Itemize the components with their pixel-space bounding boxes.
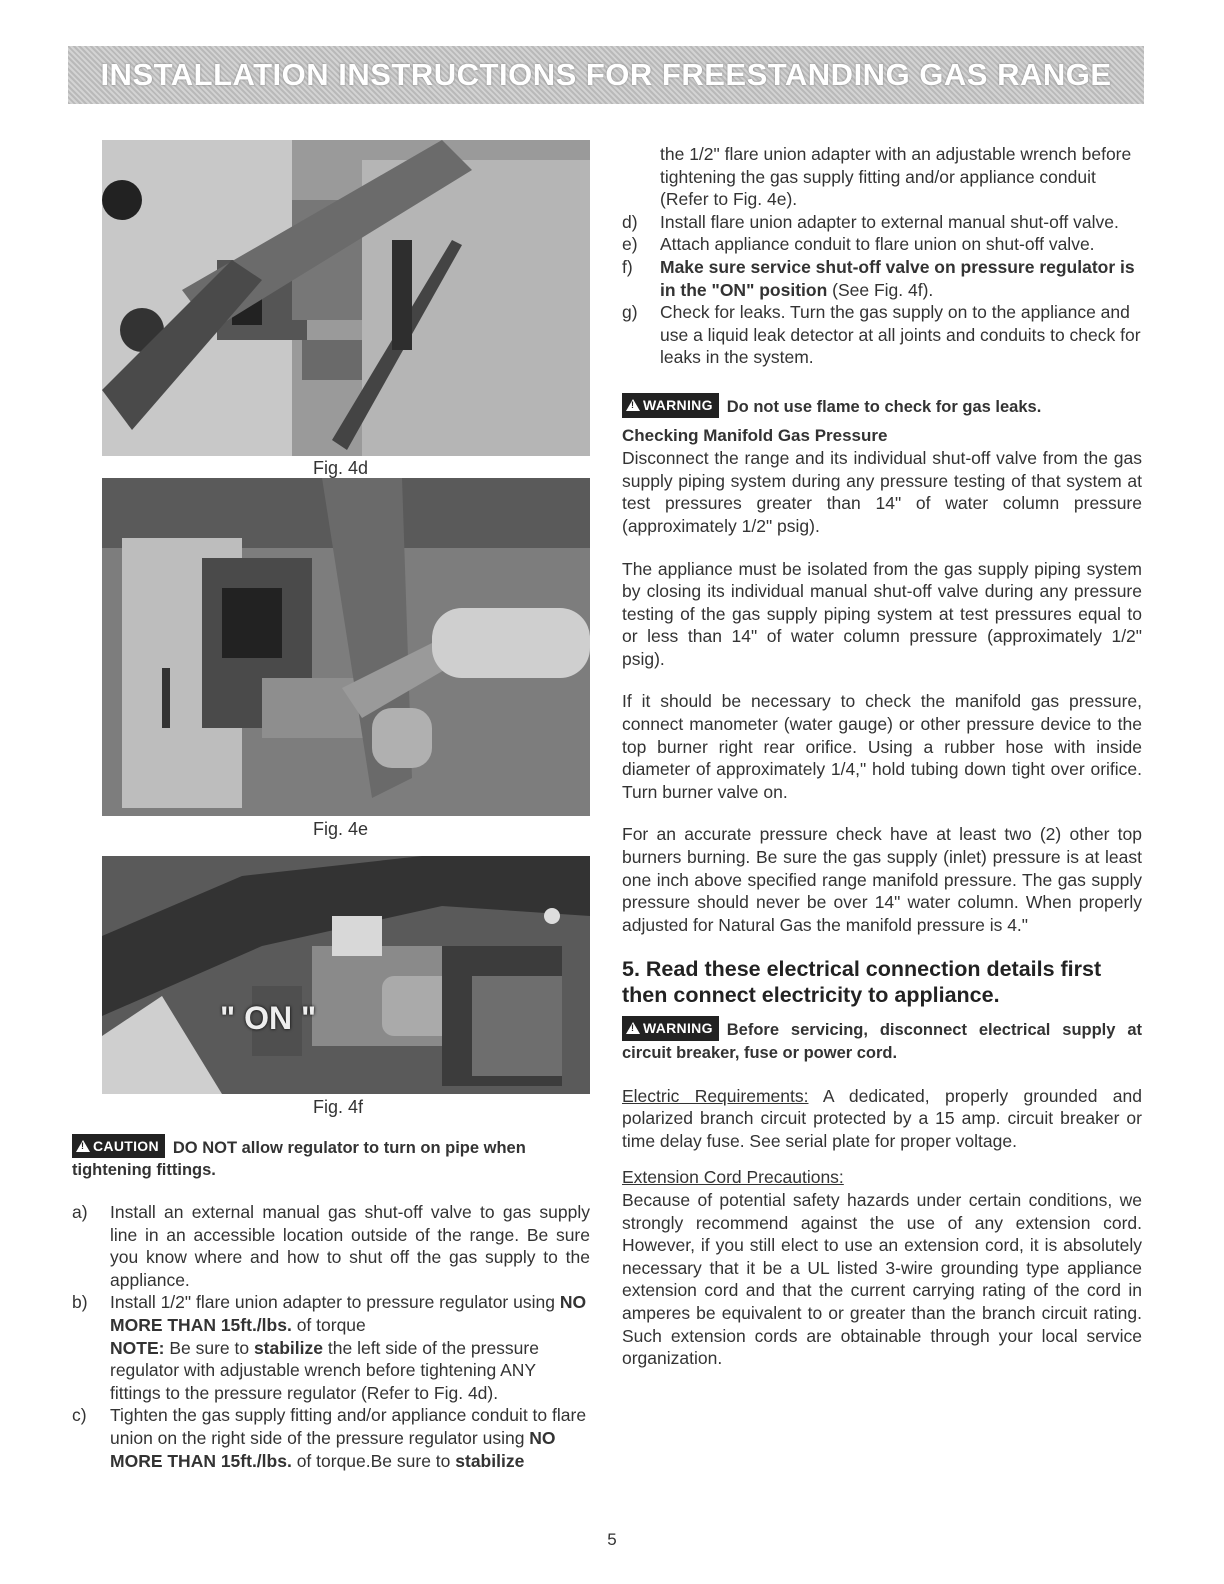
step-d: d) Install flare union adapter to external manual shut-off valve.	[622, 211, 1119, 232]
caution-badge: !CAUTION	[72, 1134, 165, 1158]
manifold-para-2: The appliance must be isolated from the gas supply piping system by closing its individual manual shut-off valve during any pressure testing of the gas supply piping system at test pressures equal to or less than 14" of water column pressure (approximately 1/2" psig).	[622, 558, 1142, 669]
fig-4d-photo	[102, 140, 590, 456]
step-g: g) Check for leaks. Turn the gas supply on to the appliance and use a liquid leak detector at all joints and conduits to check for leaks in the system.	[622, 302, 1141, 368]
manifold-para-4: For an accurate pressure check have at least two (2) other top burners burning. Be sure the gas supply (inlet) pressure is at least one inch above specified range manifold pressure. The gas supply pressure should never be over 14" water column. When properly adjusted for Natural Gas the manifold pressure is 4."	[622, 824, 1142, 935]
alert-triangle-icon	[76, 1140, 90, 1152]
fig-4f-caption: Fig. 4f	[313, 1097, 364, 1117]
warning-badge-2: !WARNING	[622, 1016, 719, 1041]
manifold-para-3: If it should be necessary to check the manifold gas pressure, connect manometer (water gauge) or other pressure device to the top burner right rear orifice. Using a rubber hose with inside diameter of approximately 1/4," hold tubing down tight over orifice. Turn burner valve on.	[622, 691, 1142, 802]
manifold-heading: Checking Manifold Gas Pressure	[622, 425, 888, 445]
step-e: e) Attach appliance conduit to flare union on shut-off valve.	[622, 234, 1095, 255]
fig-4d-caption: Fig. 4d	[313, 458, 369, 478]
step-b: b) Install 1/2" flare union adapter to pressure regulator using NO MORE THAN 15ft./lbs. of torque NOTE: Be sure to stabilize the left side of the pressure regulator with adjustable wrench before tightening ANY fittings to the pressure regulator (Refer to Fig. 4d).	[72, 1292, 587, 1403]
fig-4f-on-label: " ON "	[220, 1000, 317, 1036]
warning-flame: !WARNING Do not use flame to check for gas leaks.	[622, 393, 1142, 419]
alert-triangle-icon	[626, 399, 640, 411]
fig-4e-photo	[102, 478, 590, 816]
right-column	[622, 143, 1142, 1370]
manifold-para-1: Disconnect the range and its individual shut-off valve from the gas supply piping system during any pressure testing of that system at test pressures greater than 14" of water column pressure (approximately 1/2" psig).	[622, 448, 1142, 536]
warning-electrical: !WARNING Before servicing, disconnect electrical supply at circuit breaker, fuse or power cord.	[622, 1016, 1142, 1064]
alert-triangle-icon	[626, 1022, 640, 1034]
step-c-continued: the 1/2" flare union adapter with an adjustable wrench before tightening the gas supply fitting and/or appliance conduit (Refer to Fig. 4e).	[660, 144, 1132, 210]
step-c: c) Tighten the gas supply fitting and/or appliance conduit to flare union on the right side of the pressure regulator using NO MORE THAN 15ft./lbs. of torque.Be sure to stabilize	[72, 1405, 587, 1471]
extension-cord-heading: Extension Cord Precautions:	[622, 1167, 844, 1188]
electric-requirements: Electric Requirements: A dedicated, properly grounded and polarized branch circuit protected by a 15 amp. circuit breaker or time delay fuse. See serial plate for proper voltage.	[622, 1085, 1142, 1151]
extension-cord-text: Because of potential safety hazards under certain conditions, we strongly recommend against the use of any extension cord. However, if you still elect to use an extension cord, it is absolutely necessary that it be a UL listed 3-wire grounding type appliance extension cord and that the current carrying rating of the cord in amperes be equivalent to or greater than the branch circuit rating. Such extension cords are obtainable through your local service organization.	[622, 1189, 1142, 1369]
header-banner	[68, 46, 1144, 104]
section-5-heading: 5. Read these electrical connection details first then connect electricity to appliance.	[622, 957, 1102, 1008]
caution-note: !CAUTION DO NOT allow regulator to turn on pipe when tightening fittings.	[72, 1134, 590, 1181]
warning-badge-1: !WARNING	[622, 393, 719, 418]
left-column	[72, 1134, 590, 1472]
step-f: f) Make sure service shut-off valve on pressure regulator is in the "ON" position (See Fig. 4f).	[622, 256, 1135, 300]
step-a: a) Install an external manual gas shut-off valve to gas supply line in an accessible location outside of the range. Be sure you know where and how to shut off the gas supply to the appliance.	[72, 1202, 590, 1290]
fig-4e-caption: Fig. 4e	[313, 819, 369, 839]
page-title: INSTALLATION INSTRUCTIONS FOR FREESTANDING GAS RANGE	[100, 57, 1112, 92]
page-number: 5	[607, 1530, 617, 1549]
fig-4f-photo	[102, 856, 590, 1094]
